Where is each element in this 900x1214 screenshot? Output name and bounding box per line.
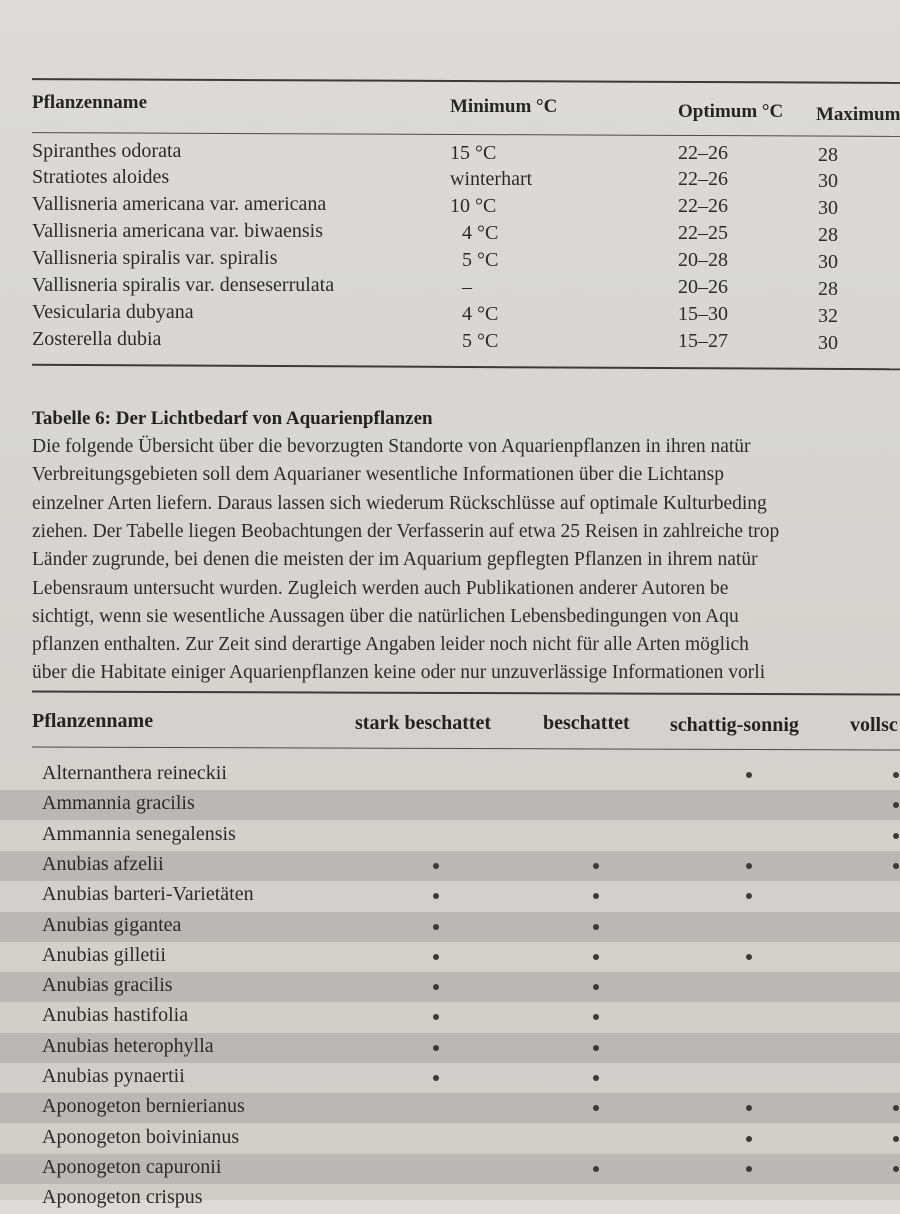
plant-name: Anubias gigantea xyxy=(42,913,182,936)
table1-row xyxy=(0,166,900,193)
light-mark-dot xyxy=(433,984,439,990)
table1-row xyxy=(0,220,900,247)
opt-temp: 20–28 xyxy=(678,249,728,271)
table2-row xyxy=(0,851,900,881)
min-temp: 4 °C xyxy=(462,303,499,325)
light-mark-dot xyxy=(593,984,599,990)
light-mark-dot xyxy=(893,863,899,869)
plant-name: Anubias gilletii xyxy=(42,943,166,966)
opt-temp: 22–26 xyxy=(678,168,728,190)
plant-name: Alternanthera reineckii xyxy=(42,762,227,784)
plant-name: Vallisneria spiralis var. denseserrulata xyxy=(32,274,335,296)
table1-row xyxy=(0,328,900,355)
plant-name: Vesicularia dubyana xyxy=(32,301,194,323)
light-mark-dot xyxy=(593,1105,599,1111)
min-temp: 5 °C xyxy=(462,249,499,271)
min-temp: 4 °C xyxy=(462,222,499,244)
paragraph-line: pflanzen enthalten. Zur Zeit sind derartige Angaben leider noch nicht für alle Arten möglich xyxy=(32,634,749,656)
table2-row xyxy=(0,1063,900,1093)
table2-row xyxy=(0,1002,900,1032)
max-temp: 30 xyxy=(818,332,838,354)
light-mark-dot xyxy=(893,1105,899,1111)
plant-name: Ammannia gracilis xyxy=(42,792,195,815)
paragraph-line: über die Habitate einiger Aquarienpflanzen keine oder nur unzuverlässige Informationen vorli xyxy=(32,662,766,684)
opt-temp: 20–26 xyxy=(678,276,728,298)
table1-row xyxy=(0,193,900,220)
t2-header-name: Pflanzenname xyxy=(32,710,154,732)
table1-top-rule xyxy=(32,78,900,84)
table1-row xyxy=(0,274,900,301)
t1-header-opt: Optimum °C xyxy=(678,101,784,122)
plant-name: Anubias heterophylla xyxy=(42,1034,214,1057)
paragraph-line: Länder zugrunde, bei denen die meisten der im Aquarium gepflegten Pflanzen in ihrem natür xyxy=(32,549,758,571)
max-temp: 30 xyxy=(818,197,838,219)
table2-row xyxy=(0,1184,900,1214)
light-mark-dot xyxy=(893,802,899,808)
max-temp: 28 xyxy=(818,224,838,246)
table2-row xyxy=(0,1154,900,1184)
plant-name: Anubias pynaertii xyxy=(42,1065,185,1087)
light-mark-dot xyxy=(746,1105,752,1111)
table2-row xyxy=(0,1033,900,1063)
opt-temp: 22–26 xyxy=(678,142,728,164)
table2-row xyxy=(0,972,900,1002)
min-temp: 5 °C xyxy=(462,330,499,352)
light-mark-dot xyxy=(593,924,599,930)
table1-row xyxy=(0,140,900,167)
max-temp: 30 xyxy=(818,251,838,273)
light-mark-dot xyxy=(893,833,899,839)
plant-name: Vallisneria spiralis var. spiralis xyxy=(32,247,278,269)
light-mark-dot xyxy=(593,954,599,960)
paragraph-line: Verbreitungsgebieten soll dem Aquarianer wesentliche Informationen über die Lichtansp xyxy=(32,464,725,486)
paragraph-line: Die folgende Übersicht über die bevorzugten Standorte von Aquarienpflanzen in ihren natür xyxy=(32,436,751,457)
light-mark-dot xyxy=(746,1166,752,1172)
plant-name: Vallisneria americana var. biwaensis xyxy=(32,220,323,242)
plant-name: Anubias gracilis xyxy=(42,974,173,997)
table2-top-rule xyxy=(32,690,900,695)
min-temp: – xyxy=(462,276,472,298)
t2-header-c4: vollsc xyxy=(850,714,898,736)
plant-name: Aponogeton crispus xyxy=(42,1186,203,1209)
table2-header-rule xyxy=(32,746,900,750)
t2-header-c2: beschattet xyxy=(543,712,630,734)
table1-row xyxy=(0,247,900,274)
light-mark-dot xyxy=(893,1136,899,1142)
max-temp: 30 xyxy=(818,170,838,192)
paragraph-line: ziehen. Der Tabelle liegen Beobachtungen der Verfasserin auf etwa 25 Reisen in zahlreiche trop xyxy=(32,520,780,542)
light-mark-dot xyxy=(433,1045,439,1051)
light-mark-dot xyxy=(746,893,752,899)
min-temp: 15 °C xyxy=(450,142,497,164)
max-temp: 28 xyxy=(818,144,838,166)
plant-name: Aponogeton capuronii xyxy=(42,1155,222,1178)
paragraph-line: einzelner Arten liefern. Daraus lassen sich wiederum Rückschlüsse auf optimale Kulturbeding xyxy=(32,492,767,514)
light-mark-dot xyxy=(593,893,599,899)
plant-name: Vallisneria americana var. americana xyxy=(32,193,327,215)
light-mark-dot xyxy=(746,1136,752,1142)
light-mark-dot xyxy=(893,772,899,778)
light-mark-dot xyxy=(746,863,752,869)
light-mark-dot xyxy=(593,863,599,869)
light-mark-dot xyxy=(433,954,439,960)
min-temp: winterhart xyxy=(450,168,533,190)
table2-row xyxy=(0,760,900,790)
paragraph-line: sichtigt, wenn sie wesentliche Aussagen über die natürlichen Lebensbedingungen von Aqu xyxy=(32,605,739,627)
table2-row xyxy=(0,790,900,820)
light-mark-dot xyxy=(746,772,752,778)
plant-name: Ammannia senegalensis xyxy=(42,822,236,845)
plant-name: Spiranthes odorata xyxy=(32,140,182,162)
light-mark-dot xyxy=(433,863,439,869)
opt-temp: 22–26 xyxy=(678,195,728,217)
light-mark-dot xyxy=(433,1075,439,1081)
light-mark-dot xyxy=(433,924,439,930)
plant-name: Aponogeton bernierianus xyxy=(42,1095,245,1118)
plant-name: Zosterella dubia xyxy=(32,328,162,350)
table2-row xyxy=(0,821,900,851)
table1-row xyxy=(0,301,900,328)
t1-header-name: Pflanzenname xyxy=(32,92,148,113)
opt-temp: 22–25 xyxy=(678,222,728,244)
table2-row xyxy=(0,1124,900,1154)
opt-temp: 15–27 xyxy=(678,330,728,352)
table2-row xyxy=(0,942,900,972)
t2-header-c3: schattig-sonnig xyxy=(670,714,799,736)
table1-header-rule xyxy=(32,132,900,137)
max-temp: 32 xyxy=(818,305,838,327)
light-mark-dot xyxy=(893,1166,899,1172)
plant-name: Anubias barteri-Varietäten xyxy=(42,883,254,906)
t2-header-c1: stark beschattet xyxy=(355,712,492,734)
table1-bottom-rule xyxy=(32,364,900,371)
table-caption: Tabelle 6: Der Lichtbedarf von Aquarienpflanzen xyxy=(32,408,433,429)
table2-row xyxy=(0,1093,900,1123)
opt-temp: 15–30 xyxy=(678,303,728,325)
table2-row xyxy=(0,881,900,911)
light-mark-dot xyxy=(746,954,752,960)
light-mark-dot xyxy=(593,1014,599,1020)
light-mark-dot xyxy=(593,1045,599,1051)
paragraph-line: Lebensraum untersucht wurden. Zugleich werden auch Publikationen anderer Autoren be xyxy=(32,577,729,599)
t1-header-max: Maximum xyxy=(816,104,900,125)
table2-row xyxy=(0,912,900,942)
plant-name: Anubias afzelii xyxy=(42,852,164,875)
plant-name: Anubias hastifolia xyxy=(42,1004,189,1027)
t1-header-min: Minimum °C xyxy=(450,96,558,117)
min-temp: 10 °C xyxy=(450,195,497,217)
max-temp: 28 xyxy=(818,278,838,300)
plant-name: Aponogeton boivinianus xyxy=(42,1125,240,1148)
light-mark-dot xyxy=(433,1014,439,1020)
light-mark-dot xyxy=(593,1166,599,1172)
light-mark-dot xyxy=(433,893,439,899)
light-mark-dot xyxy=(593,1075,599,1081)
plant-name: Stratiotes aloides xyxy=(32,166,170,188)
